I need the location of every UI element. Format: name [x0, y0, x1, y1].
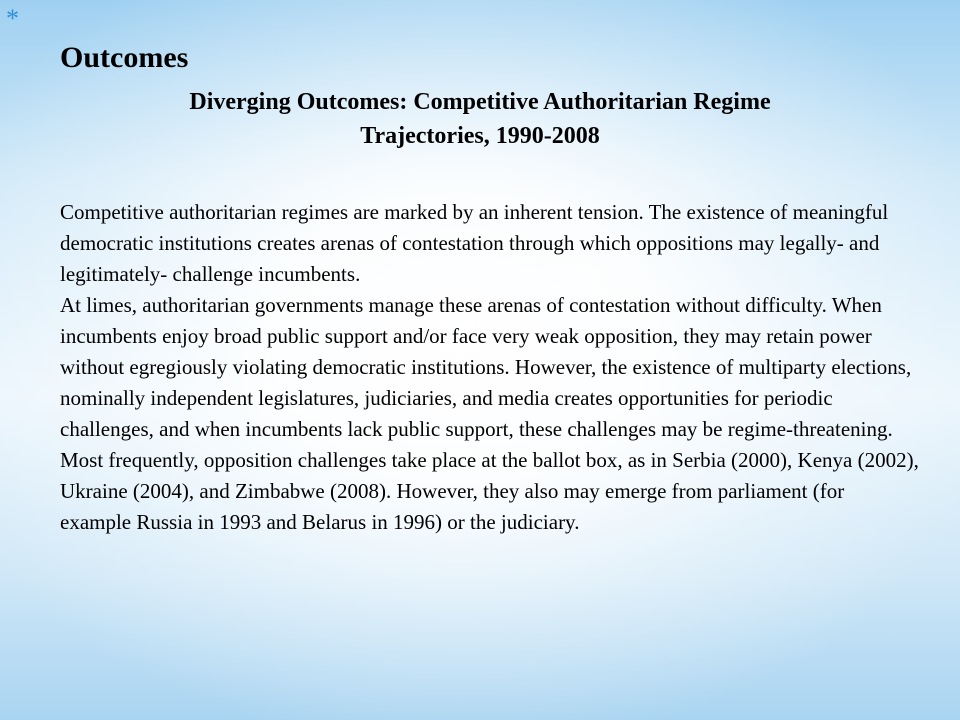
paragraph-tension: Competitive authoritarian regimes are marked by an inherent tension. The existence of meaningful democratic institutions creates arenas of contestation through which oppositions may legally- and legitimately- challenge incumbents. — [60, 200, 889, 286]
paragraph-challenges: Most frequently, opposition challenges take place at the ballot box, as in Serbia (2000), Kenya (2002), Ukraine (2004), and Zimbabwe (2008). However, they also may emerge from parliament (for example Russia in 1993 and Belarus in 1996) or the judiciary. — [60, 448, 919, 534]
paragraph-management: At limes, authoritarian governments manage these arenas of contestation without difficulty. When incumbents enjoy broad public support and/or face very weak opposition, they may retain power without egregiously violating democratic institutions. However, the existence of multiparty elections, nominally independent legislatures, judiciaries, and media creates opportunities for periodic challenges, and when incumbents lack public support, these challenges may be regime-threatening. — [60, 293, 912, 441]
asterisk-icon: * — [6, 4, 19, 33]
subtitle-line-2: Trajectories, 1990-2008 — [360, 123, 600, 149]
page-title: Outcomes — [60, 41, 189, 74]
subtitle-line-1: Diverging Outcomes: Competitive Authoritarian Regime — [189, 89, 771, 115]
body-text — [60, 197, 920, 538]
slide-subtitle — [40, 85, 920, 153]
